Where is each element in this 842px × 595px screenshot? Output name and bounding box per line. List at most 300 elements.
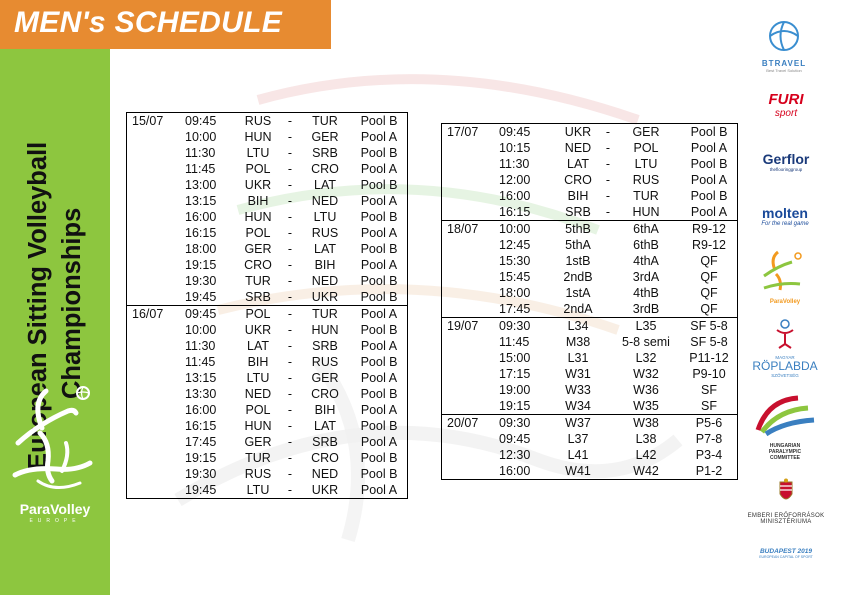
pool-cell: Pool A bbox=[360, 307, 398, 321]
pool-cell: Pool A bbox=[360, 162, 398, 176]
team1-cell: POL bbox=[245, 226, 271, 240]
date-cell bbox=[442, 334, 500, 350]
day-block bbox=[127, 306, 408, 499]
team2-cell: CRO bbox=[311, 451, 339, 465]
pool-cell: Pool B bbox=[360, 242, 398, 256]
sponsor-budapest bbox=[744, 548, 828, 568]
team1-cell: POL bbox=[245, 403, 271, 417]
hpc-swoosh-icon bbox=[748, 394, 822, 438]
date-cell bbox=[127, 434, 186, 450]
separator-cell: - bbox=[287, 435, 293, 449]
team1-cell: 2ndA bbox=[563, 302, 593, 316]
schedule-table-left bbox=[126, 112, 408, 499]
date-cell: 17/07 bbox=[447, 125, 479, 139]
coat-of-arms-icon bbox=[738, 478, 834, 508]
team2-cell: L38 bbox=[635, 432, 657, 446]
team2-cell: W32 bbox=[633, 367, 659, 381]
separator-cell: - bbox=[287, 274, 293, 288]
table-row bbox=[127, 418, 408, 434]
team2-cell: BIH bbox=[314, 403, 336, 417]
time-cell: 12:45 bbox=[499, 238, 531, 252]
team1-cell: L41 bbox=[567, 448, 589, 462]
pool-cell: Pool B bbox=[360, 387, 398, 401]
team1-cell: L37 bbox=[567, 432, 589, 446]
time-cell: 16:00 bbox=[185, 210, 217, 224]
btravel-ball-icon bbox=[747, 18, 821, 54]
pool-cell: Pool B bbox=[360, 419, 398, 433]
molten-sub: For the real game bbox=[761, 221, 809, 227]
date-cell bbox=[127, 386, 186, 402]
team2-cell: W42 bbox=[633, 464, 659, 478]
team2-cell: SRB bbox=[312, 146, 338, 160]
time-cell: 19:45 bbox=[185, 290, 217, 304]
hpc-line1: HUNGARIAN bbox=[769, 443, 801, 449]
team2-cell: 5-8 semi bbox=[622, 335, 670, 349]
team1-cell: W33 bbox=[565, 383, 591, 397]
date-cell bbox=[127, 450, 186, 466]
date-cell bbox=[442, 398, 500, 415]
pool-cell: Pool A bbox=[360, 258, 398, 272]
pool-cell: Pool B bbox=[360, 114, 398, 128]
separator-cell: - bbox=[287, 371, 293, 385]
team1-cell: TUR bbox=[245, 274, 271, 288]
team2-cell: L35 bbox=[635, 319, 657, 333]
time-cell: 10:15 bbox=[499, 141, 531, 155]
day-block bbox=[442, 318, 738, 415]
team2-cell: UKR bbox=[311, 290, 339, 304]
table-row bbox=[442, 285, 738, 301]
time-cell: 19:15 bbox=[185, 258, 217, 272]
roplabda-figure-icon bbox=[745, 318, 825, 350]
separator-cell: - bbox=[287, 451, 293, 465]
time-cell: 15:00 bbox=[499, 351, 531, 365]
date-cell bbox=[442, 253, 500, 269]
team1-cell: BIH bbox=[567, 189, 589, 203]
time-cell: 12:00 bbox=[499, 173, 531, 187]
time-cell: 16:15 bbox=[499, 205, 531, 219]
pool-cell: Pool B bbox=[360, 290, 398, 304]
pool-cell: Pool B bbox=[360, 178, 398, 192]
pool-cell: Pool B bbox=[360, 323, 398, 337]
table-row bbox=[127, 193, 408, 209]
team1-cell: LTU bbox=[246, 483, 270, 497]
separator-cell: - bbox=[287, 419, 293, 433]
team1-cell: UKR bbox=[244, 323, 272, 337]
date-cell bbox=[127, 177, 186, 193]
separator-cell: - bbox=[287, 339, 293, 353]
time-cell: 11:45 bbox=[185, 355, 216, 369]
team1-cell: L31 bbox=[567, 351, 589, 365]
table-row bbox=[442, 204, 738, 221]
separator-cell: - bbox=[287, 242, 293, 256]
pool-cell: P1-2 bbox=[695, 464, 723, 478]
separator-cell: - bbox=[605, 125, 611, 139]
table-row bbox=[442, 253, 738, 269]
time-cell: 10:00 bbox=[185, 130, 217, 144]
team2-cell: NED bbox=[311, 467, 339, 481]
time-cell: 16:00 bbox=[499, 189, 531, 203]
paravolley-subtitle: EUROPE bbox=[29, 518, 81, 524]
table-row bbox=[127, 306, 408, 323]
team1-cell: LTU bbox=[246, 371, 270, 385]
btravel-name: BTRAVEL bbox=[761, 59, 807, 68]
pool-cell: Pool A bbox=[360, 371, 398, 385]
team1-cell: CRO bbox=[564, 173, 592, 187]
hpc-line3: COMMITTEE bbox=[770, 455, 800, 461]
date-cell bbox=[442, 156, 500, 172]
team2-cell: LTU bbox=[313, 210, 337, 224]
date-cell bbox=[127, 482, 186, 499]
separator-cell: - bbox=[287, 467, 293, 481]
time-cell: 13:15 bbox=[185, 371, 217, 385]
pool-cell: SF 5-8 bbox=[690, 319, 728, 333]
date-cell: 15/07 bbox=[132, 114, 164, 128]
separator-cell: - bbox=[287, 194, 293, 208]
team2-cell: TUR bbox=[312, 307, 338, 321]
date-cell bbox=[127, 145, 186, 161]
table-row bbox=[442, 269, 738, 285]
pool-cell: Pool A bbox=[360, 194, 398, 208]
pool-cell: QF bbox=[700, 254, 718, 268]
team2-cell: TUR bbox=[633, 189, 659, 203]
time-cell: 15:30 bbox=[499, 254, 531, 268]
separator-cell: - bbox=[605, 173, 611, 187]
team2-cell: 4thB bbox=[633, 286, 659, 300]
separator-cell: - bbox=[605, 141, 611, 155]
date-cell bbox=[127, 402, 186, 418]
team2-cell: SRB bbox=[312, 339, 338, 353]
separator-cell: - bbox=[605, 189, 611, 203]
roplabda-name: RÖPLABDA bbox=[752, 359, 818, 373]
hpc-line2: PARALYMPIC bbox=[768, 449, 802, 455]
pool-cell: Pool B bbox=[360, 451, 398, 465]
team1-cell: 1stB bbox=[565, 254, 591, 268]
table-row bbox=[127, 466, 408, 482]
table-row bbox=[127, 209, 408, 225]
pool-cell: Pool B bbox=[360, 146, 398, 160]
pool-cell: QF bbox=[700, 270, 718, 284]
time-cell: 11:30 bbox=[185, 339, 216, 353]
separator-cell: - bbox=[287, 130, 293, 144]
team2-cell: CRO bbox=[311, 387, 339, 401]
team1-cell: LAT bbox=[567, 157, 589, 171]
separator-cell: - bbox=[287, 387, 293, 401]
time-cell: 09:30 bbox=[499, 319, 531, 333]
title-line-2: Championships bbox=[58, 207, 86, 399]
time-cell: 19:30 bbox=[185, 467, 217, 481]
separator-cell: - bbox=[287, 258, 293, 272]
separator-cell: - bbox=[287, 355, 293, 369]
pool-cell: Pool A bbox=[690, 141, 728, 155]
team1-cell: SRB bbox=[245, 290, 271, 304]
table-row bbox=[127, 386, 408, 402]
table-row bbox=[442, 156, 738, 172]
team1-cell: 5thB bbox=[565, 222, 591, 236]
team1-cell: HUN bbox=[244, 419, 272, 433]
day-block bbox=[442, 124, 738, 221]
team1-cell: CRO bbox=[244, 258, 272, 272]
date-cell: 16/07 bbox=[132, 307, 164, 321]
pool-cell: Pool A bbox=[360, 226, 398, 240]
pool-cell: Pool B bbox=[360, 210, 398, 224]
team2-cell: RUS bbox=[632, 173, 660, 187]
table-row bbox=[127, 177, 408, 193]
pool-cell: Pool B bbox=[360, 467, 398, 481]
team1-cell: HUN bbox=[244, 130, 272, 144]
team1-cell: W34 bbox=[565, 399, 591, 413]
pool-cell: Pool A bbox=[360, 130, 398, 144]
btravel-tagline: Best Travel Solution bbox=[766, 68, 802, 73]
date-cell bbox=[127, 161, 186, 177]
paravolley-small-name: ParaVolley bbox=[769, 299, 801, 305]
table-row bbox=[127, 145, 408, 161]
team2-cell: NED bbox=[311, 274, 339, 288]
day-block bbox=[442, 415, 738, 480]
time-cell: 19:30 bbox=[185, 274, 217, 288]
team2-cell: RUS bbox=[311, 226, 339, 240]
date-cell bbox=[127, 193, 186, 209]
separator-cell: - bbox=[287, 162, 293, 176]
team1-cell: SRB bbox=[565, 205, 591, 219]
date-cell bbox=[127, 466, 186, 482]
team1-cell: UKR bbox=[564, 125, 592, 139]
separator-cell: - bbox=[287, 290, 293, 304]
table-row bbox=[442, 318, 738, 335]
team2-cell: L32 bbox=[635, 351, 657, 365]
date-cell bbox=[127, 257, 186, 273]
pool-cell: Pool A bbox=[690, 205, 728, 219]
date-cell bbox=[127, 225, 186, 241]
roplabda-sub: SZÖVETSÉG bbox=[771, 373, 799, 378]
date-cell bbox=[442, 463, 500, 480]
time-cell: 09:45 bbox=[499, 125, 531, 139]
pool-cell: Pool B bbox=[690, 125, 728, 139]
sponsor-roplabda bbox=[745, 318, 825, 382]
separator-cell: - bbox=[287, 226, 293, 240]
time-cell: 10:00 bbox=[499, 222, 531, 236]
team1-cell: W41 bbox=[565, 464, 591, 478]
date-cell bbox=[127, 322, 186, 338]
page-header bbox=[0, 0, 331, 49]
team2-cell: TUR bbox=[312, 114, 338, 128]
table-row bbox=[127, 241, 408, 257]
team1-cell: 2ndB bbox=[563, 270, 593, 284]
table-row bbox=[442, 431, 738, 447]
team1-cell: BIH bbox=[247, 194, 269, 208]
table-row bbox=[442, 124, 738, 141]
date-cell bbox=[127, 370, 186, 386]
pool-cell: P7-8 bbox=[695, 432, 723, 446]
table-row bbox=[127, 273, 408, 289]
team1-cell: UKR bbox=[244, 178, 272, 192]
separator-cell: - bbox=[605, 205, 611, 219]
table-row bbox=[442, 463, 738, 480]
title-line-1: European Sitting Volleyball bbox=[24, 141, 52, 470]
table-row bbox=[127, 289, 408, 306]
sponsor-paravolley bbox=[760, 250, 810, 306]
table-row bbox=[127, 225, 408, 241]
time-cell: 11:45 bbox=[185, 162, 216, 176]
day-block bbox=[442, 221, 738, 318]
separator-cell: - bbox=[287, 114, 293, 128]
table-row bbox=[442, 382, 738, 398]
date-cell bbox=[127, 289, 186, 306]
team1-cell: NED bbox=[564, 141, 592, 155]
pool-cell: Pool A bbox=[360, 339, 398, 353]
time-cell: 13:00 bbox=[185, 178, 217, 192]
table-row bbox=[442, 350, 738, 366]
time-cell: 11:30 bbox=[185, 146, 216, 160]
pool-cell: Pool B bbox=[690, 189, 728, 203]
time-cell: 16:15 bbox=[185, 226, 217, 240]
pool-cell: P3-4 bbox=[695, 448, 723, 462]
team2-cell: HUN bbox=[311, 323, 339, 337]
team2-cell: CRO bbox=[311, 162, 339, 176]
date-cell bbox=[127, 129, 186, 145]
team2-cell: W38 bbox=[633, 416, 659, 430]
pool-cell: R9-12 bbox=[691, 238, 727, 252]
team2-cell: LTU bbox=[634, 157, 658, 171]
furi-name: FURI bbox=[768, 91, 804, 108]
roplabda-top: MAGYAR bbox=[775, 355, 795, 360]
team2-cell: 4thA bbox=[633, 254, 659, 268]
team1-cell: L34 bbox=[567, 319, 589, 333]
table-row bbox=[442, 415, 738, 432]
date-cell bbox=[442, 269, 500, 285]
date-cell bbox=[442, 431, 500, 447]
table-row bbox=[442, 172, 738, 188]
emmi-line2: MINISZTÉRIUMA bbox=[760, 519, 812, 525]
pool-cell: R9-12 bbox=[691, 222, 727, 236]
table-row bbox=[442, 140, 738, 156]
sponsor-gerflor bbox=[752, 152, 820, 178]
time-cell: 17:45 bbox=[185, 435, 217, 449]
table-row bbox=[127, 129, 408, 145]
team2-cell: LAT bbox=[314, 242, 336, 256]
team1-cell: BIH bbox=[247, 355, 269, 369]
time-cell: 09:45 bbox=[499, 432, 531, 446]
time-cell: 19:15 bbox=[185, 451, 217, 465]
date-cell bbox=[127, 418, 186, 434]
pool-cell: P11-12 bbox=[689, 351, 729, 365]
date-cell bbox=[442, 140, 500, 156]
separator-cell: - bbox=[287, 210, 293, 224]
table-row bbox=[127, 450, 408, 466]
team2-cell: GER bbox=[311, 371, 339, 385]
time-cell: 13:15 bbox=[185, 194, 217, 208]
team1-cell: NED bbox=[244, 387, 272, 401]
table-row bbox=[127, 402, 408, 418]
paravolley-small-icon bbox=[760, 250, 810, 294]
table-row bbox=[127, 482, 408, 499]
table-row bbox=[127, 322, 408, 338]
time-cell: 13:30 bbox=[185, 387, 217, 401]
sponsor-emmi bbox=[738, 478, 834, 528]
date-cell bbox=[442, 447, 500, 463]
team2-cell: NED bbox=[311, 194, 339, 208]
separator-cell: - bbox=[287, 178, 293, 192]
separator-cell: - bbox=[287, 307, 293, 321]
separator-cell: - bbox=[287, 323, 293, 337]
team1-cell: W31 bbox=[565, 367, 591, 381]
time-cell: 11:30 bbox=[499, 157, 530, 171]
date-cell bbox=[127, 338, 186, 354]
time-cell: 16:15 bbox=[185, 419, 217, 433]
date-cell bbox=[127, 354, 186, 370]
table-row bbox=[442, 237, 738, 253]
date-cell bbox=[442, 301, 500, 318]
team2-cell: 6thB bbox=[633, 238, 659, 252]
team2-cell: W36 bbox=[633, 383, 659, 397]
time-cell: 15:45 bbox=[499, 270, 531, 284]
pool-cell: SF bbox=[701, 399, 717, 413]
sponsor-btravel bbox=[747, 18, 821, 74]
team1-cell: HUN bbox=[244, 210, 272, 224]
team2-cell: UKR bbox=[311, 483, 339, 497]
team2-cell: LAT bbox=[314, 419, 336, 433]
pool-cell: Pool B bbox=[360, 355, 398, 369]
table-row bbox=[442, 398, 738, 415]
team1-cell: RUS bbox=[244, 467, 272, 481]
team1-cell: RUS bbox=[244, 114, 272, 128]
time-cell: 16:00 bbox=[499, 464, 531, 478]
team2-cell: POL bbox=[633, 141, 659, 155]
sponsor-furi bbox=[752, 92, 820, 124]
budapest-name: BUDAPEST 2019 bbox=[759, 548, 813, 555]
team1-cell: 5thA bbox=[565, 238, 591, 252]
team1-cell: GER bbox=[244, 242, 272, 256]
gerflor-name: Gerflor bbox=[762, 151, 810, 167]
table-row bbox=[127, 370, 408, 386]
time-cell: 16:00 bbox=[185, 403, 217, 417]
time-cell: 12:30 bbox=[499, 448, 531, 462]
date-cell bbox=[442, 350, 500, 366]
date-cell bbox=[442, 204, 500, 221]
sponsor-hpc bbox=[748, 394, 822, 464]
table-row bbox=[442, 301, 738, 318]
team1-cell: LTU bbox=[246, 146, 270, 160]
team2-cell: RUS bbox=[311, 355, 339, 369]
team2-cell: 6thA bbox=[633, 222, 659, 236]
date-cell bbox=[127, 209, 186, 225]
date-cell bbox=[127, 273, 186, 289]
separator-cell: - bbox=[287, 146, 293, 160]
date-cell bbox=[442, 237, 500, 253]
time-cell: 17:15 bbox=[499, 367, 531, 381]
time-cell: 09:45 bbox=[185, 307, 217, 321]
date-cell: 20/07 bbox=[447, 416, 479, 430]
paravolley-name: ParaVolley bbox=[19, 501, 91, 517]
time-cell: 18:00 bbox=[499, 286, 531, 300]
pool-cell: Pool A bbox=[690, 173, 728, 187]
sponsor-molten bbox=[748, 206, 822, 232]
team2-cell: 3rdB bbox=[632, 302, 660, 316]
furi-sub: sport bbox=[774, 108, 798, 119]
team1-cell: LAT bbox=[247, 339, 269, 353]
pool-cell: Pool A bbox=[360, 483, 398, 497]
page-title: MEN's SCHEDULE bbox=[14, 6, 283, 39]
separator-cell: - bbox=[605, 157, 611, 171]
table-row bbox=[442, 366, 738, 382]
table-row bbox=[127, 354, 408, 370]
team1-cell: POL bbox=[245, 307, 271, 321]
date-cell bbox=[442, 172, 500, 188]
team2-cell: GER bbox=[632, 125, 660, 139]
schedule-table-right bbox=[441, 123, 738, 480]
pool-cell: Pool A bbox=[360, 403, 398, 417]
team2-cell: SRB bbox=[312, 435, 338, 449]
separator-cell: - bbox=[287, 483, 293, 497]
